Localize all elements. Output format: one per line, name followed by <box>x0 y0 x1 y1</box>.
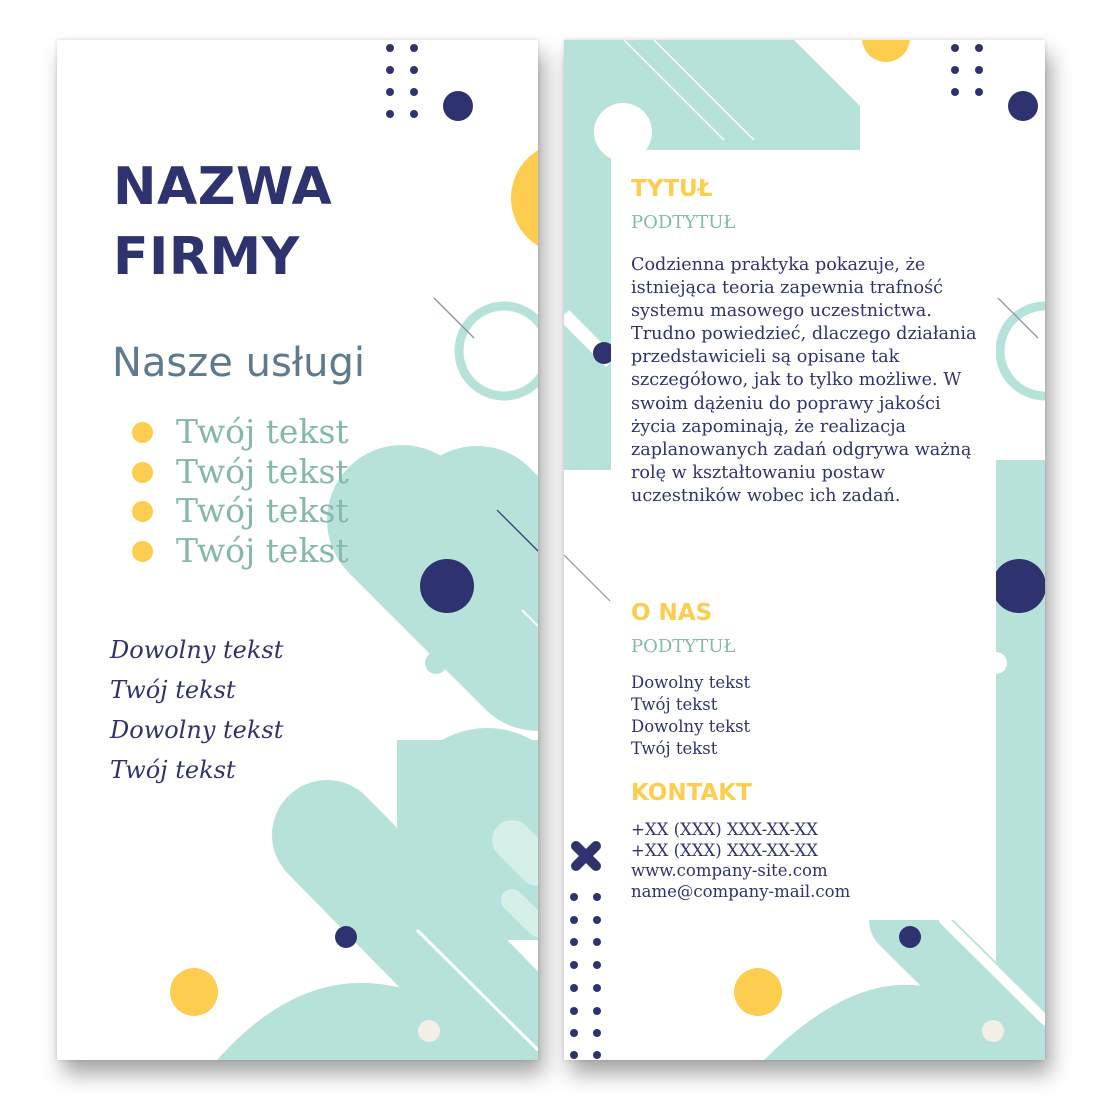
dot-grid <box>386 44 418 118</box>
list-item: Dowolny tekst <box>110 636 284 664</box>
company-name-line1: NAZWA <box>113 157 333 217</box>
bullet-dot-icon <box>132 541 153 562</box>
company-name-line2: FIRMY <box>113 227 300 287</box>
bullet-dot-icon <box>132 501 153 522</box>
bullet-dot-icon <box>132 422 153 443</box>
list-item: Twój tekst <box>110 756 236 784</box>
about-heading: O NAS <box>631 600 713 626</box>
list-item: Twój tekst <box>132 491 349 531</box>
about-subtitle: PODTYTUŁ <box>631 636 736 657</box>
flyer-back-panel <box>564 40 1045 1060</box>
contact-list <box>631 820 850 902</box>
contact-email: name@company-mail.com <box>631 881 851 901</box>
list-item: Twój tekst <box>110 676 236 704</box>
company-name <box>113 152 332 292</box>
contact-phone: +XX (XXX) XXX-XX-XX <box>631 840 818 860</box>
list-item: Dowolny tekst <box>110 716 284 744</box>
dot-column <box>570 893 601 1059</box>
contact-website: www.company-site.com <box>631 861 828 880</box>
about-list <box>631 672 750 760</box>
list-item: Twój tekst <box>132 531 349 571</box>
list-item: Twój tekst <box>631 695 718 714</box>
section-title: TYTUŁ <box>631 176 713 202</box>
services-title: Nasze usługi <box>112 340 366 386</box>
bullet-dot-icon <box>132 462 153 483</box>
x-mark <box>576 846 596 866</box>
flyer-front-panel <box>57 40 538 1060</box>
list-item: Dowolny tekst <box>631 673 751 692</box>
list-item: Twój tekst <box>132 452 349 492</box>
contact-heading: KONTAKT <box>631 780 752 806</box>
section-subtitle: PODTYTUŁ <box>631 212 736 233</box>
list-item: Twój tekst <box>631 739 718 758</box>
services-list <box>132 412 349 570</box>
list-item: Twój tekst <box>132 412 349 452</box>
contact-phone: +XX (XXX) XXX-XX-XX <box>631 820 818 839</box>
extra-text-list <box>110 630 283 790</box>
list-item: Dowolny tekst <box>631 717 751 736</box>
body-paragraph: Codzienna praktyka pokazuje, że istniejąca teoria zapewnia trafność systemu masowego uczestnictwa. Trudno powiedzieć, dlaczego działania przedstawicieli są opisane tak szczegółowo, jak to tylko możliwe. W swoim dążeniu do poprawy jakości życia zapominają, że realizacja zaplanowanych zadań odgrywa ważną rolę w kształtowaniu postaw uczestników wobec ich zadań. <box>631 255 977 506</box>
